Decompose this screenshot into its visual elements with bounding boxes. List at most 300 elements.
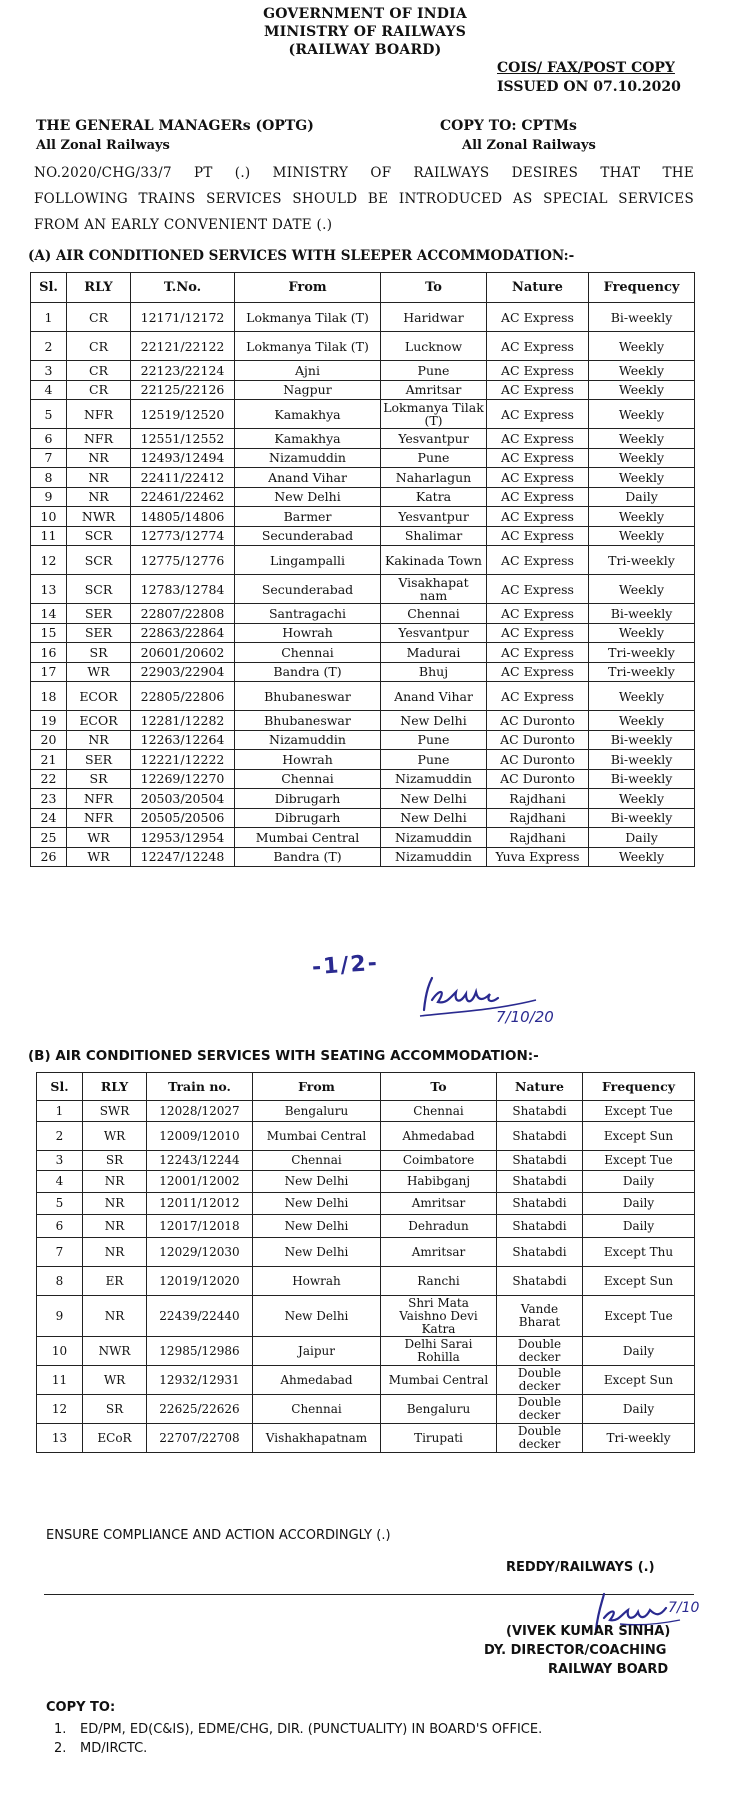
cell-sl: 9 [37, 1296, 83, 1337]
cell-sl: 12 [31, 546, 67, 575]
cell-nature: AC Express [487, 507, 589, 527]
cell-nature: AC Express [487, 487, 589, 507]
table-row [31, 526, 695, 546]
cell-to: Amritsar [381, 380, 487, 400]
cell-frequency: Weekly [589, 468, 695, 488]
cell-to: Nizamuddin [381, 847, 487, 867]
column-header-rly: RLY [67, 273, 131, 303]
cell-train-no: 12243/12244 [147, 1151, 253, 1171]
sleeper-services-table [30, 272, 695, 867]
cell-from: New Delhi [253, 1215, 381, 1238]
cell-sl: 3 [31, 361, 67, 381]
cell-frequency: Daily [583, 1171, 695, 1193]
cell-frequency: Except Tue [583, 1296, 695, 1337]
cell-rly: SR [83, 1151, 147, 1171]
cell-from: Howrah [253, 1267, 381, 1296]
list-item-text: ED/PM, ED(C&IS), EDME/CHG, DIR. (PUNCTUALITY) IN BOARD'S OFFICE. [80, 1722, 543, 1737]
intro-paragraph [34, 160, 694, 238]
cell-to: Ranchi [381, 1267, 497, 1296]
cell-rly: WR [83, 1366, 147, 1395]
cell-to: Nizamuddin [381, 828, 487, 848]
table-row [31, 789, 695, 809]
table-row [31, 575, 695, 604]
cell-sl: 13 [31, 575, 67, 604]
cell-frequency: Weekly [589, 575, 695, 604]
cell-train-no: 12985/12986 [147, 1337, 253, 1366]
cell-rly: WR [67, 828, 131, 848]
cell-frequency: Bi-weekly [589, 730, 695, 750]
cell-from: Ajni [235, 361, 381, 381]
cell-from: Bandra (T) [235, 847, 381, 867]
cell-nature: Vande Bharat [497, 1296, 583, 1337]
cell-sl: 7 [31, 448, 67, 468]
table-row [31, 400, 695, 429]
cell-train-no: 12029/12030 [147, 1238, 253, 1267]
cell-rly: NFR [67, 429, 131, 449]
cell-to: Mumbai Central [381, 1366, 497, 1395]
cell-train-no: 12493/12494 [131, 448, 235, 468]
svg-text:7/10: 7/10 [668, 1600, 700, 1616]
addressee-to-sub: All Zonal Railways [36, 138, 170, 153]
cell-sl: 6 [31, 429, 67, 449]
cell-nature: Shatabdi [497, 1215, 583, 1238]
cell-from: Dibrugarh [235, 789, 381, 809]
cell-to: Haridwar [381, 303, 487, 332]
cell-train-no: 12009/12010 [147, 1122, 253, 1151]
cell-nature: Double decker [497, 1424, 583, 1453]
cell-from: Lingampalli [235, 546, 381, 575]
cell-rly: SCR [67, 526, 131, 546]
cell-frequency: Daily [583, 1193, 695, 1215]
cell-frequency: Weekly [589, 623, 695, 643]
cell-frequency: Weekly [589, 400, 695, 429]
cell-train-no: 12171/12172 [131, 303, 235, 332]
cell-train-no: 12775/12776 [131, 546, 235, 575]
table-row [31, 847, 695, 867]
cell-to: Chennai [381, 1101, 497, 1122]
cell-train-no: 14805/14806 [131, 507, 235, 527]
cell-rly: NR [83, 1238, 147, 1267]
cell-nature: Shatabdi [497, 1193, 583, 1215]
cell-frequency: Except Sun [583, 1267, 695, 1296]
cell-train-no: 22863/22864 [131, 623, 235, 643]
footer-copy-to-title: COPY TO: [46, 1700, 116, 1715]
cell-train-no: 22121/22122 [131, 332, 235, 361]
cell-frequency: Weekly [589, 380, 695, 400]
cell-sl: 2 [37, 1122, 83, 1151]
column-header-train-no: T.No. [131, 273, 235, 303]
cell-from: Chennai [253, 1395, 381, 1424]
cell-to: Yesvantpur [381, 623, 487, 643]
addressee-to: THE GENERAL MANAGERs (OPTG) [36, 118, 314, 134]
cell-rly: CR [67, 332, 131, 361]
cell-train-no: 12932/12931 [147, 1366, 253, 1395]
cell-rly: CR [67, 361, 131, 381]
table-row [37, 1296, 695, 1337]
cell-sl: 9 [31, 487, 67, 507]
cell-from: Lokmanya Tilak (T) [235, 332, 381, 361]
cell-train-no: 22625/22626 [147, 1395, 253, 1424]
table-row [31, 303, 695, 332]
list-item-number: 2. [54, 1741, 67, 1756]
cell-from: Kamakhya [235, 429, 381, 449]
cell-from: Secunderabad [235, 526, 381, 546]
cell-nature: AC Express [487, 526, 589, 546]
ministry-header-line2: MINISTRY OF RAILWAYS [263, 24, 467, 40]
cell-to: New Delhi [381, 711, 487, 731]
cell-train-no: 12269/12270 [131, 769, 235, 789]
cell-nature: AC Duronto [487, 730, 589, 750]
cell-train-no: 22805/22806 [131, 682, 235, 711]
cell-frequency: Except Sun [583, 1122, 695, 1151]
cell-nature: AC Express [487, 604, 589, 624]
cell-sl: 5 [31, 400, 67, 429]
cell-rly: ER [83, 1267, 147, 1296]
cell-nature: Rajdhani [487, 808, 589, 828]
cell-to: Dehradun [381, 1215, 497, 1238]
ministry-header-line1: GOVERNMENT OF INDIA [263, 6, 467, 22]
column-header-nature: Nature [497, 1073, 583, 1101]
cell-nature: AC Express [487, 643, 589, 663]
cell-rly: WR [83, 1122, 147, 1151]
footer-copy-to-list [54, 1720, 542, 1758]
cell-train-no: 12783/12784 [131, 575, 235, 604]
table-row [31, 808, 695, 828]
cell-sl: 25 [31, 828, 67, 848]
cell-rly: NR [67, 468, 131, 488]
cell-rly: SCR [67, 546, 131, 575]
cell-train-no: 12247/12248 [131, 847, 235, 867]
table-header-row [37, 1073, 695, 1101]
cell-train-no: 12221/12222 [131, 750, 235, 770]
cell-sl: 4 [31, 380, 67, 400]
cell-nature: Yuva Express [487, 847, 589, 867]
compliance-note: ENSURE COMPLIANCE AND ACTION ACCORDINGLY (.) [46, 1528, 391, 1543]
cell-train-no: 22439/22440 [147, 1296, 253, 1337]
table-row [31, 604, 695, 624]
cell-to: Habibganj [381, 1171, 497, 1193]
cell-to: Shri Mata Vaishno Devi Katra [381, 1296, 497, 1337]
cell-to: Tirupati [381, 1424, 497, 1453]
issued-date: ISSUED ON 07.10.2020 [497, 79, 681, 95]
cell-train-no: 22461/22462 [131, 487, 235, 507]
cell-rly: NFR [67, 808, 131, 828]
cell-sl: 15 [31, 623, 67, 643]
cell-from: Ahmedabad [253, 1366, 381, 1395]
cell-from: Secunderabad [235, 575, 381, 604]
cell-from: New Delhi [253, 1171, 381, 1193]
cell-from: Howrah [235, 750, 381, 770]
cell-sl: 8 [37, 1267, 83, 1296]
cell-from: Nagpur [235, 380, 381, 400]
cell-frequency: Weekly [589, 526, 695, 546]
cell-nature: AC Express [487, 380, 589, 400]
handwritten-signature-1 [416, 970, 556, 1026]
cell-train-no: 12263/12264 [131, 730, 235, 750]
cell-nature: Rajdhani [487, 828, 589, 848]
cell-from: Vishakhapatnam [253, 1424, 381, 1453]
cell-from: Barmer [235, 507, 381, 527]
cell-rly: NR [83, 1296, 147, 1337]
signatory-designation: DY. DIRECTOR/COACHING [484, 1643, 667, 1658]
cell-frequency: Except Thu [583, 1238, 695, 1267]
cell-sl: 4 [37, 1171, 83, 1193]
column-header-sl: Sl. [31, 273, 67, 303]
table-row [31, 828, 695, 848]
cell-train-no: 12519/12520 [131, 400, 235, 429]
cell-nature: AC Express [487, 623, 589, 643]
cell-to: Nizamuddin [381, 769, 487, 789]
cell-frequency: Tri-weekly [589, 643, 695, 663]
cell-train-no: 22125/22126 [131, 380, 235, 400]
column-header-from: From [235, 273, 381, 303]
table-row [31, 361, 695, 381]
cell-from: Nizamuddin [235, 448, 381, 468]
cell-frequency: Weekly [589, 682, 695, 711]
table-row [37, 1395, 695, 1424]
table-header-row [31, 273, 695, 303]
cell-to: Bengaluru [381, 1395, 497, 1424]
cell-nature: Rajdhani [487, 789, 589, 809]
cell-train-no: 12551/12552 [131, 429, 235, 449]
cell-from: Nizamuddin [235, 730, 381, 750]
cell-from: Mumbai Central [253, 1122, 381, 1151]
table-row [31, 623, 695, 643]
cell-from: Mumbai Central [235, 828, 381, 848]
list-item-number: 1. [54, 1722, 67, 1737]
column-header-sl: Sl. [37, 1073, 83, 1101]
cell-sl: 16 [31, 643, 67, 663]
cell-rly: SR [67, 769, 131, 789]
cell-to: Madurai [381, 643, 487, 663]
cell-rly: NFR [67, 789, 131, 809]
cell-train-no: 20505/20506 [131, 808, 235, 828]
list-item [54, 1720, 542, 1739]
cell-frequency: Daily [589, 828, 695, 848]
table-row [31, 380, 695, 400]
table-row [37, 1193, 695, 1215]
cell-nature: AC Duronto [487, 750, 589, 770]
cell-frequency: Daily [583, 1337, 695, 1366]
cell-sl: 23 [31, 789, 67, 809]
cell-frequency: Tri-weekly [589, 662, 695, 682]
cell-sl: 10 [31, 507, 67, 527]
cell-sl: 5 [37, 1193, 83, 1215]
cell-from: Anand Vihar [235, 468, 381, 488]
cell-to: Pune [381, 750, 487, 770]
cell-to: Pune [381, 730, 487, 750]
cell-from: Chennai [235, 769, 381, 789]
cell-nature: Shatabdi [497, 1151, 583, 1171]
table-row [31, 546, 695, 575]
cell-frequency: Daily [589, 487, 695, 507]
column-header-from: From [253, 1073, 381, 1101]
cell-train-no: 12019/12020 [147, 1267, 253, 1296]
cell-frequency: Tri-weekly [589, 546, 695, 575]
table-row [31, 750, 695, 770]
cell-sl: 10 [37, 1337, 83, 1366]
cell-frequency: Bi-weekly [589, 769, 695, 789]
cell-sl: 1 [31, 303, 67, 332]
cell-nature: AC Express [487, 361, 589, 381]
cell-nature: AC Express [487, 429, 589, 449]
cell-to: Lokmanya Tilak (T) [381, 400, 487, 429]
cell-train-no: 12011/12012 [147, 1193, 253, 1215]
cell-from: New Delhi [253, 1238, 381, 1267]
cell-nature: AC Duronto [487, 769, 589, 789]
cell-nature: AC Express [487, 303, 589, 332]
cell-to: Yesvantpur [381, 507, 487, 527]
cell-nature: AC Express [487, 400, 589, 429]
cell-from: New Delhi [253, 1193, 381, 1215]
cell-to: New Delhi [381, 789, 487, 809]
copy-to-cptms-sub: All Zonal Railways [462, 138, 596, 153]
cell-sl: 2 [31, 332, 67, 361]
table-row [31, 730, 695, 750]
cell-nature: Double decker [497, 1337, 583, 1366]
cell-rly: NR [83, 1215, 147, 1238]
cell-frequency: Weekly [589, 429, 695, 449]
cell-nature: Shatabdi [497, 1238, 583, 1267]
cell-rly: SER [67, 623, 131, 643]
cell-nature: AC Duronto [487, 711, 589, 731]
cell-nature: Shatabdi [497, 1122, 583, 1151]
cell-train-no: 12028/12027 [147, 1101, 253, 1122]
cell-train-no: 22903/22904 [131, 662, 235, 682]
cell-to: Pune [381, 361, 487, 381]
cell-frequency: Weekly [589, 332, 695, 361]
cell-train-no: 12773/12774 [131, 526, 235, 546]
table-row [37, 1101, 695, 1122]
table-row [37, 1122, 695, 1151]
cell-train-no: 12281/12282 [131, 711, 235, 731]
cell-to: Chennai [381, 604, 487, 624]
cell-frequency: Weekly [589, 448, 695, 468]
cell-sl: 17 [31, 662, 67, 682]
cell-to: Kakinada Town [381, 546, 487, 575]
column-header-train-no: Train no. [147, 1073, 253, 1101]
cell-nature: Shatabdi [497, 1171, 583, 1193]
table-row [37, 1424, 695, 1453]
copy-to-cptms: COPY TO: CPTMs [440, 118, 577, 134]
cell-sl: 19 [31, 711, 67, 731]
cell-sl: 26 [31, 847, 67, 867]
post-copy-label: COIS/ FAX/POST COPY [497, 60, 675, 76]
cell-rly: NFR [67, 400, 131, 429]
cell-sl: 1 [37, 1101, 83, 1122]
cell-nature: Double decker [497, 1395, 583, 1424]
cell-frequency: Weekly [589, 789, 695, 809]
table-row [37, 1337, 695, 1366]
cell-frequency: Weekly [589, 847, 695, 867]
cell-from: Kamakhya [235, 400, 381, 429]
cell-to: Bhuj [381, 662, 487, 682]
cell-to: New Delhi [381, 808, 487, 828]
cell-frequency: Weekly [589, 711, 695, 731]
cell-from: Bhubaneswar [235, 682, 381, 711]
cell-from: Chennai [253, 1151, 381, 1171]
cell-to: Anand Vihar [381, 682, 487, 711]
cell-to: Amritsar [381, 1238, 497, 1267]
table-row [31, 662, 695, 682]
cell-from: New Delhi [253, 1296, 381, 1337]
cell-rly: SER [67, 604, 131, 624]
cell-from: Bhubaneswar [235, 711, 381, 731]
table-row [31, 643, 695, 663]
cell-frequency: Weekly [589, 361, 695, 381]
cell-train-no: 20503/20504 [131, 789, 235, 809]
cell-rly: NWR [67, 507, 131, 527]
cell-from: Howrah [235, 623, 381, 643]
table-row [31, 507, 695, 527]
cell-sl: 11 [31, 526, 67, 546]
table-row [31, 468, 695, 488]
intro-line-3: FROM AN EARLY CONVENIENT DATE (.) [34, 217, 333, 233]
cell-frequency: Bi-weekly [589, 303, 695, 332]
svg-text:7/10/20: 7/10/20 [496, 1008, 554, 1026]
cell-sl: 7 [37, 1238, 83, 1267]
table-row [37, 1366, 695, 1395]
cell-rly: ECoR [83, 1424, 147, 1453]
table-row [37, 1171, 695, 1193]
section-a-title: (A) AIR CONDITIONED SERVICES WITH SLEEPER ACCOMMODATION:- [28, 248, 575, 264]
cell-nature: AC Express [487, 468, 589, 488]
cell-rly: CR [67, 303, 131, 332]
column-header-rly: RLY [83, 1073, 147, 1101]
sign-off: REDDY/RAILWAYS (.) [506, 1560, 655, 1575]
table-row [31, 429, 695, 449]
cell-frequency: Except Tue [583, 1151, 695, 1171]
cell-frequency: Bi-weekly [589, 604, 695, 624]
cell-train-no: 22411/22412 [131, 468, 235, 488]
cell-from: Dibrugarh [235, 808, 381, 828]
section-b-title: (B) AIR CONDITIONED SERVICES WITH SEATING ACCOMMODATION:- [28, 1048, 539, 1064]
table-row [31, 711, 695, 731]
cell-nature: AC Express [487, 332, 589, 361]
cell-sl: 3 [37, 1151, 83, 1171]
cell-rly: NR [83, 1171, 147, 1193]
seating-services-table [36, 1072, 695, 1453]
cell-to: Yesvantpur [381, 429, 487, 449]
cell-to: Ahmedabad [381, 1122, 497, 1151]
cell-nature: Shatabdi [497, 1101, 583, 1122]
column-header-frequency: Frequency [589, 273, 695, 303]
cell-from: Lokmanya Tilak (T) [235, 303, 381, 332]
cell-rly: SCR [67, 575, 131, 604]
table-row [31, 332, 695, 361]
table-row [31, 682, 695, 711]
cell-rly: NR [67, 448, 131, 468]
cell-to: Coimbatore [381, 1151, 497, 1171]
column-header-frequency: Frequency [583, 1073, 695, 1101]
cell-to: Naharlagun [381, 468, 487, 488]
cell-frequency: Except Tue [583, 1101, 695, 1122]
cell-sl: 20 [31, 730, 67, 750]
table-row [31, 448, 695, 468]
cell-to: Visakhapat nam [381, 575, 487, 604]
cell-from: New Delhi [235, 487, 381, 507]
cell-sl: 8 [31, 468, 67, 488]
cell-frequency: Daily [583, 1215, 695, 1238]
cell-rly: SR [67, 643, 131, 663]
cell-frequency: Bi-weekly [589, 750, 695, 770]
cell-frequency: Daily [583, 1395, 695, 1424]
table-row [37, 1151, 695, 1171]
cell-train-no: 22123/22124 [131, 361, 235, 381]
cell-from: Bengaluru [253, 1101, 381, 1122]
cell-rly: NR [83, 1193, 147, 1215]
cell-sl: 13 [37, 1424, 83, 1453]
